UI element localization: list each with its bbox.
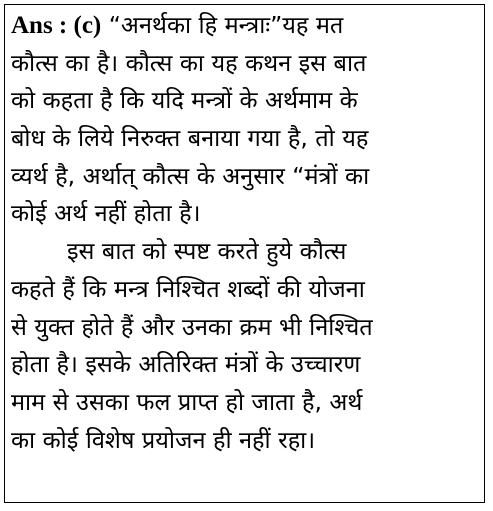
answer-line-1-text: “अनर्थका हि मन्त्राः”यह मत	[108, 11, 344, 39]
answer-line-11: माम से उसका फल प्राप्त हो जाता है, अर्थ	[11, 387, 363, 416]
answer-line-9: से युक्त होते हैं और उनका क्रम भी निश्चित	[11, 312, 373, 341]
answer-line-10: होता है। इसके अतिरिक्त मंत्रों के उच्चारण	[11, 350, 361, 379]
answer-text	[11, 7, 487, 459]
answer-line-4: बोध के लिये निरुक्त बनाया गया है, तो यह	[11, 124, 369, 153]
answer-line-6: कोई अर्थ नहीं होता है।	[11, 199, 201, 228]
answer-line-1	[11, 7, 487, 45]
answer-line-3: को कहता है कि यदि मन्त्रों के अर्थमाम के	[11, 86, 358, 115]
answer-line-7: इस बात को स्पष्ट करते हुये कौत्स	[67, 237, 347, 266]
answer-line-5: व्यर्थ है, अर्थात् कौत्स के अनुसार “मंत्रों का	[11, 161, 370, 190]
answer-line-2: कौत्स का है। कौत्स का यह कथन इस बात	[11, 48, 367, 77]
answer-line-12: का कोई विशेष प्रयोजन ही नहीं रहा।	[11, 425, 316, 454]
answer-label: Ans : (c)	[11, 12, 102, 39]
answer-line-8: कहते हैं कि मन्त्र निश्चित शब्दों की योजना	[11, 274, 365, 303]
